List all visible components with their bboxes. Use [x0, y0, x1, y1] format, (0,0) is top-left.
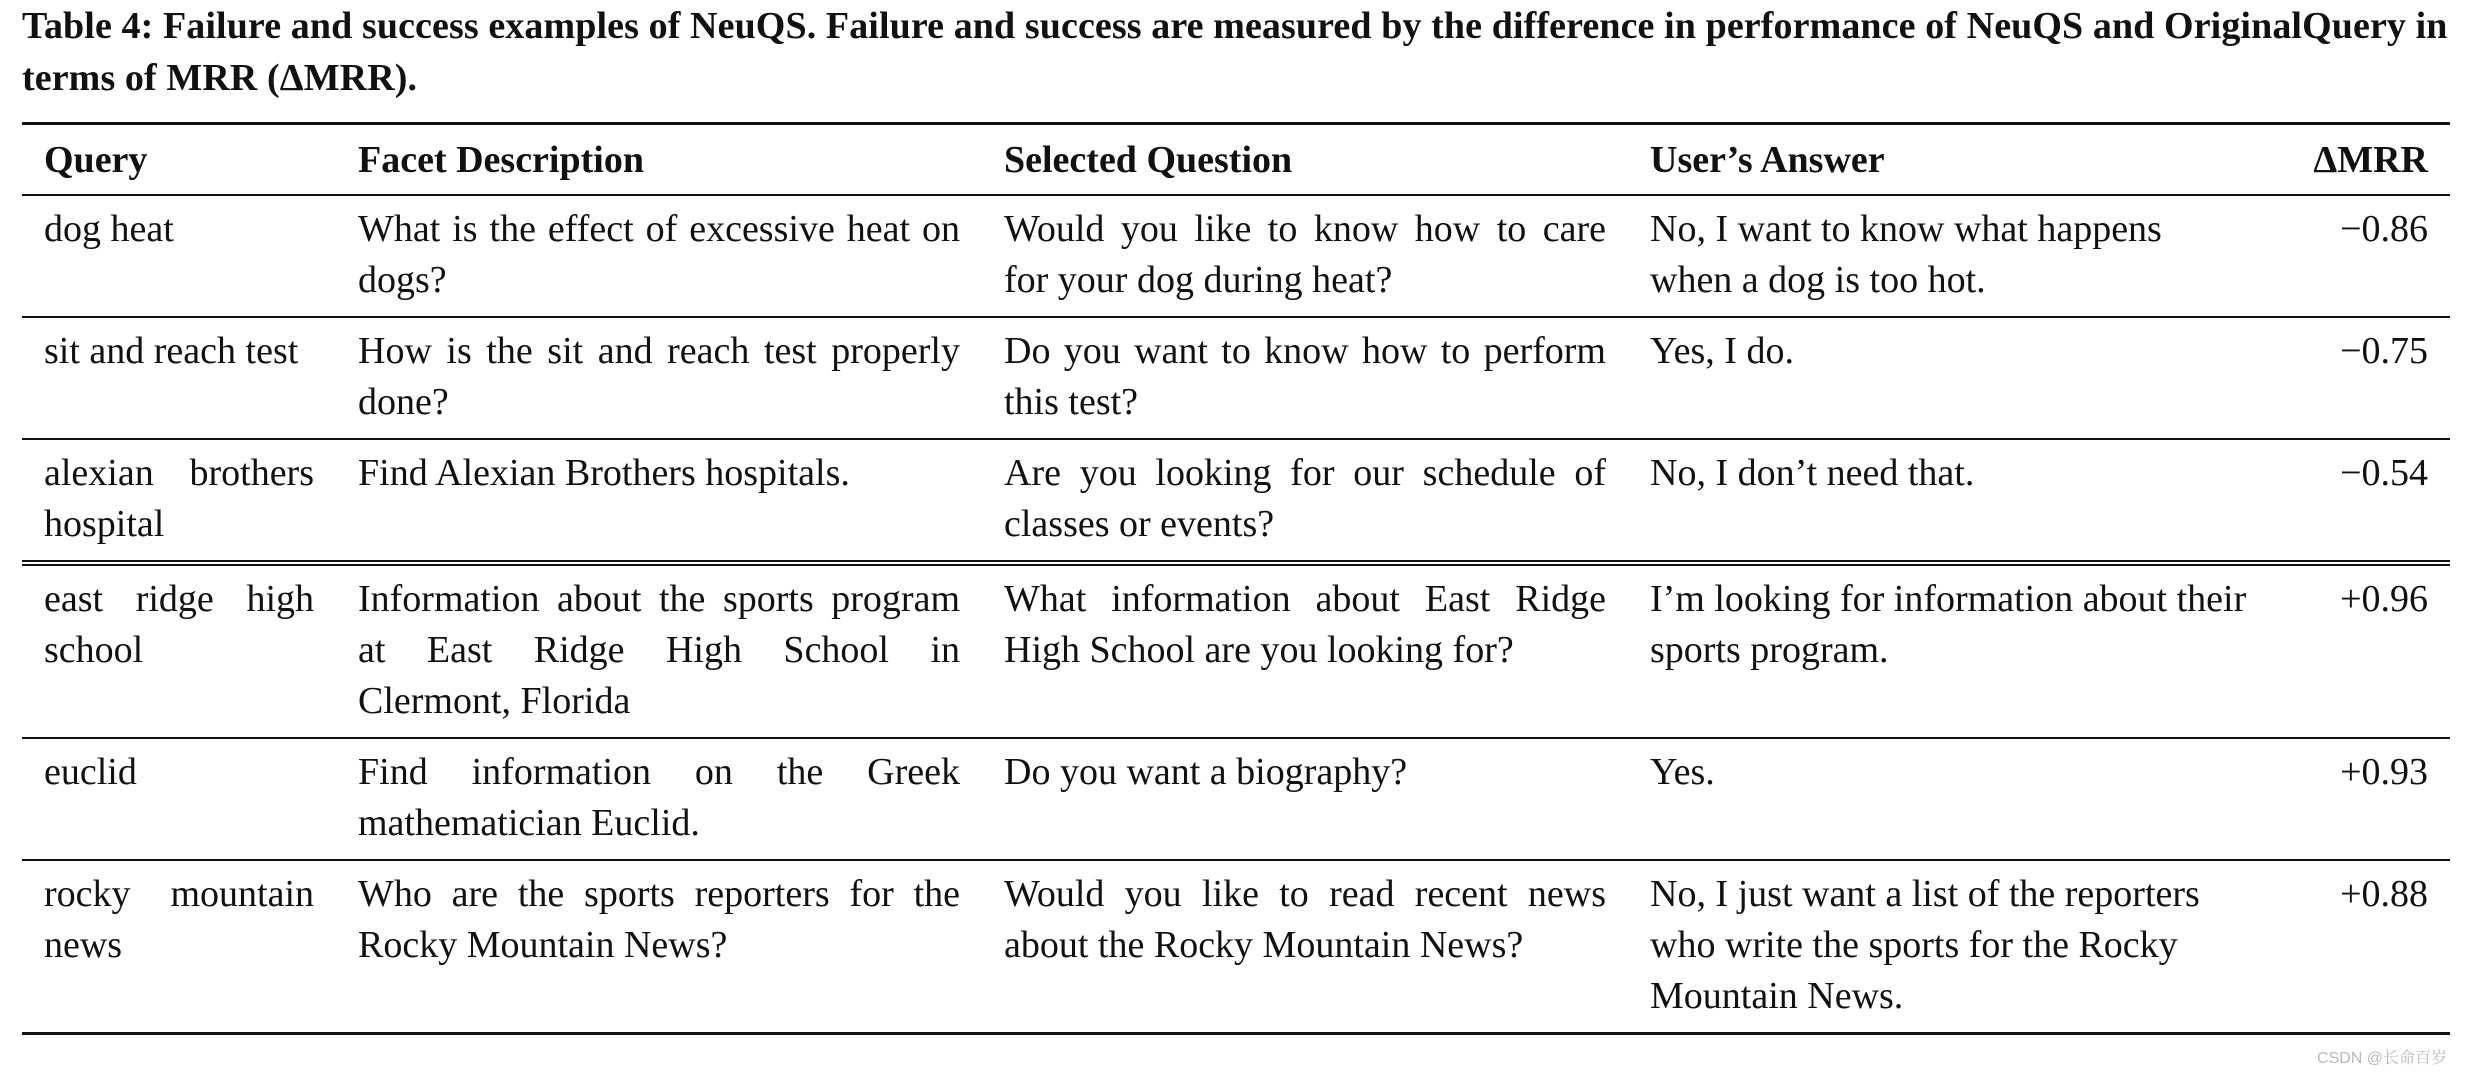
answer-cell: No, I want to know what happens when a dog is too hot. — [1628, 195, 2274, 317]
table-caption: Table 4: Failure and success examples of NeuQS. Failure and success are measured by the difference in performance of NeuQS and OriginalQuery in terms of MRR (ΔMRR). — [22, 5, 2448, 99]
question-cell: Would you like to know how to care for your dog during heat? — [982, 195, 1628, 317]
delta-mrr-cell: +0.88 — [2274, 860, 2450, 1034]
answer-cell: No, I don’t need that. — [1628, 439, 2274, 563]
query-cell: east ridge high school — [22, 563, 336, 738]
facet-cell: How is the sit and reach test properly done? — [336, 317, 982, 439]
facet-cell: Find information on the Greek mathematician Euclid. — [336, 738, 982, 860]
question-cell: Are you looking for our schedule of classes or events? — [982, 439, 1628, 563]
query-cell: sit and reach test — [22, 317, 336, 439]
delta-mrr-cell: +0.93 — [2274, 738, 2450, 860]
delta-mrr-cell: +0.96 — [2274, 563, 2450, 738]
query-cell: rocky mountain news — [22, 860, 336, 1034]
watermark: CSDN @长命百岁️ — [2316, 1050, 2447, 1067]
facet-cell: Who are the sports reporters for the Rocky Mountain News? — [336, 860, 982, 1034]
facet-cell: Find Alexian Brothers hospitals. — [336, 439, 982, 563]
header-delta-mrr: ΔMRR — [2274, 124, 2450, 196]
table-row — [22, 317, 2450, 439]
facet-cell: Information about the sports program at East Ridge High School in Clermont, Florida — [336, 563, 982, 738]
table-row — [22, 195, 2450, 317]
question-cell: What information about East Ridge High School are you looking for? — [982, 563, 1628, 738]
question-cell: Do you want a biography? — [982, 738, 1628, 860]
header-selected-question: Selected Question — [982, 124, 1628, 196]
table-row — [22, 860, 2450, 1034]
table-row — [22, 738, 2450, 860]
answer-cell: Yes. — [1628, 738, 2274, 860]
question-cell: Would you like to read recent news about the Rocky Mountain News? — [982, 860, 1628, 1034]
delta-mrr-cell: −0.86 — [2274, 195, 2450, 317]
header-query: Query — [22, 124, 336, 196]
header-users-answer: User’s Answer — [1628, 124, 2274, 196]
facet-cell: What is the effect of excessive heat on dogs? — [336, 195, 982, 317]
query-cell: euclid — [22, 738, 336, 860]
results-table — [22, 122, 2450, 1035]
delta-mrr-cell: −0.75 — [2274, 317, 2450, 439]
query-cell: dog heat — [22, 195, 336, 317]
header-facet-description: Facet Description — [336, 124, 982, 196]
table-row — [22, 439, 2450, 563]
table-row — [22, 563, 2450, 738]
answer-cell: I’m looking for information about their sports program. — [1628, 563, 2274, 738]
answer-cell: Yes, I do. — [1628, 317, 2274, 439]
query-cell: alexian brothers hospital — [22, 439, 336, 563]
answer-cell: No, I just want a list of the reporters who write the sports for the Rocky Mountain News. — [1628, 860, 2274, 1034]
header-row — [22, 124, 2450, 196]
question-cell: Do you want to know how to perform this test? — [982, 317, 1628, 439]
delta-mrr-cell: −0.54 — [2274, 439, 2450, 563]
